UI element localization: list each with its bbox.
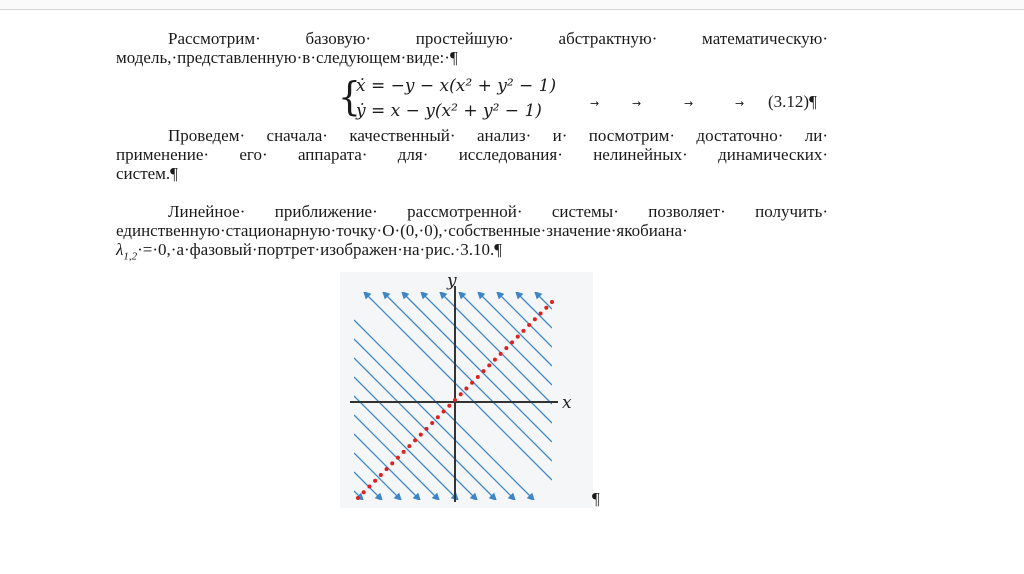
tab-arrow-4: → [735,97,745,110]
equilibrium-point-dot [436,415,440,419]
analysis-line-3: систем.¶ [116,164,178,183]
intro-line-2: модель,·представленную·в·следующем·виде:·¶ [116,48,458,67]
equilibrium-point-dot [459,392,463,396]
trajectory-line [354,434,420,500]
equation-line-2: ẏ = x − y(x² + y² − 1) [356,101,542,121]
equilibrium-point-dot [362,490,366,494]
equation-number: (3.12)¶ [768,92,817,111]
trajectory-line [516,292,552,328]
trajectory-line [421,292,552,423]
equilibrium-point-dot [493,358,497,362]
trajectory-line [402,292,552,442]
equation-brace: { [338,74,361,120]
equilibrium-point-dot [424,427,428,431]
trajectory-line [383,292,552,461]
equilibrium-point-dot [476,375,480,379]
equation-line-1: ẋ = −y − x(x² + y² − 1) [356,76,557,96]
trajectory-line [364,292,552,480]
equilibrium-point-dot [527,323,531,327]
slide-top-border [0,0,1024,10]
equilibrium-point-dot [447,404,451,408]
paragraph-analysis [116,126,828,183]
equilibrium-point-dot [373,479,377,483]
equilibrium-point-dot [464,386,468,390]
analysis-line-2: применение· его· аппарата· для· исследования· нелинейных· динамических· [116,145,828,164]
linearization-line-1: Линейное· приближение· рассмотренной· системы· позволяет· получить· [168,202,828,221]
x-axis-label: x [562,393,572,413]
tab-arrow-2: → [632,97,642,110]
equilibrium-point-dot [533,317,537,321]
equilibrium-point-dot [390,461,394,465]
analysis-line-1: Проведем· сначала· качественный· анализ· и· посмотрим· достаточно· ли· [168,126,828,145]
equilibrium-point-dot [550,300,554,304]
paragraph-intro [116,29,828,67]
phase-portrait-svg [340,272,593,508]
linearization-line-2: единственную·стационарную·точку·O·(0,·0),·собственные·значение·якобиана· [116,221,688,240]
equilibrium-point-dot [385,467,389,471]
equilibrium-point-dot [487,363,491,367]
equilibrium-point-dot [539,312,543,316]
intro-line-1: Рассмотрим· базовую· простейшую· абстрактную· математическую· [168,29,828,48]
trajectory-line [440,292,552,404]
equilibrium-point-dot [407,444,411,448]
trajectory-line [478,292,552,366]
trajectory-line [354,453,401,500]
trajectory-line [535,292,552,309]
equilibrium-point-dot [521,329,525,333]
equilibrium-point-dot [499,352,503,356]
equilibrium-point-dot [516,335,520,339]
equilibrium-point-dot [419,433,423,437]
equilibrium-point-dot [402,450,406,454]
figure-end-mark: ¶ [592,489,600,508]
equilibrium-point-dot [482,369,486,373]
lambda-symbol: λ [116,240,124,259]
equilibrium-point-dot [396,456,400,460]
equilibrium-point-dot [442,410,446,414]
equilibrium-point-dot [544,306,548,310]
equilibrium-point-dot [510,340,514,344]
equilibrium-point-dot [367,484,371,488]
equilibrium-point-dot [453,398,457,402]
equilibrium-point-dot [470,381,474,385]
lambda-subscript: 1,2 [123,250,138,263]
linearization-line-3-text: ·=·0,·а·фазовый·портрет·изображен·на·рис.·3.10.¶ [137,240,502,259]
equilibrium-point-dot [413,438,417,442]
tab-arrow-3: → [684,97,694,110]
trajectory-group [354,292,552,500]
equilibrium-point-dot [356,496,360,500]
equilibrium-point-dot [430,421,434,425]
tab-arrow-1: → [590,97,600,110]
y-axis-label: y [447,272,457,291]
linearization-line-3 [116,240,828,266]
paragraph-linearization [116,202,828,266]
trajectory-line [459,292,552,385]
phase-portrait-figure [340,272,593,508]
equilibrium-point-dot [504,346,508,350]
equilibrium-point-dot [379,473,383,477]
